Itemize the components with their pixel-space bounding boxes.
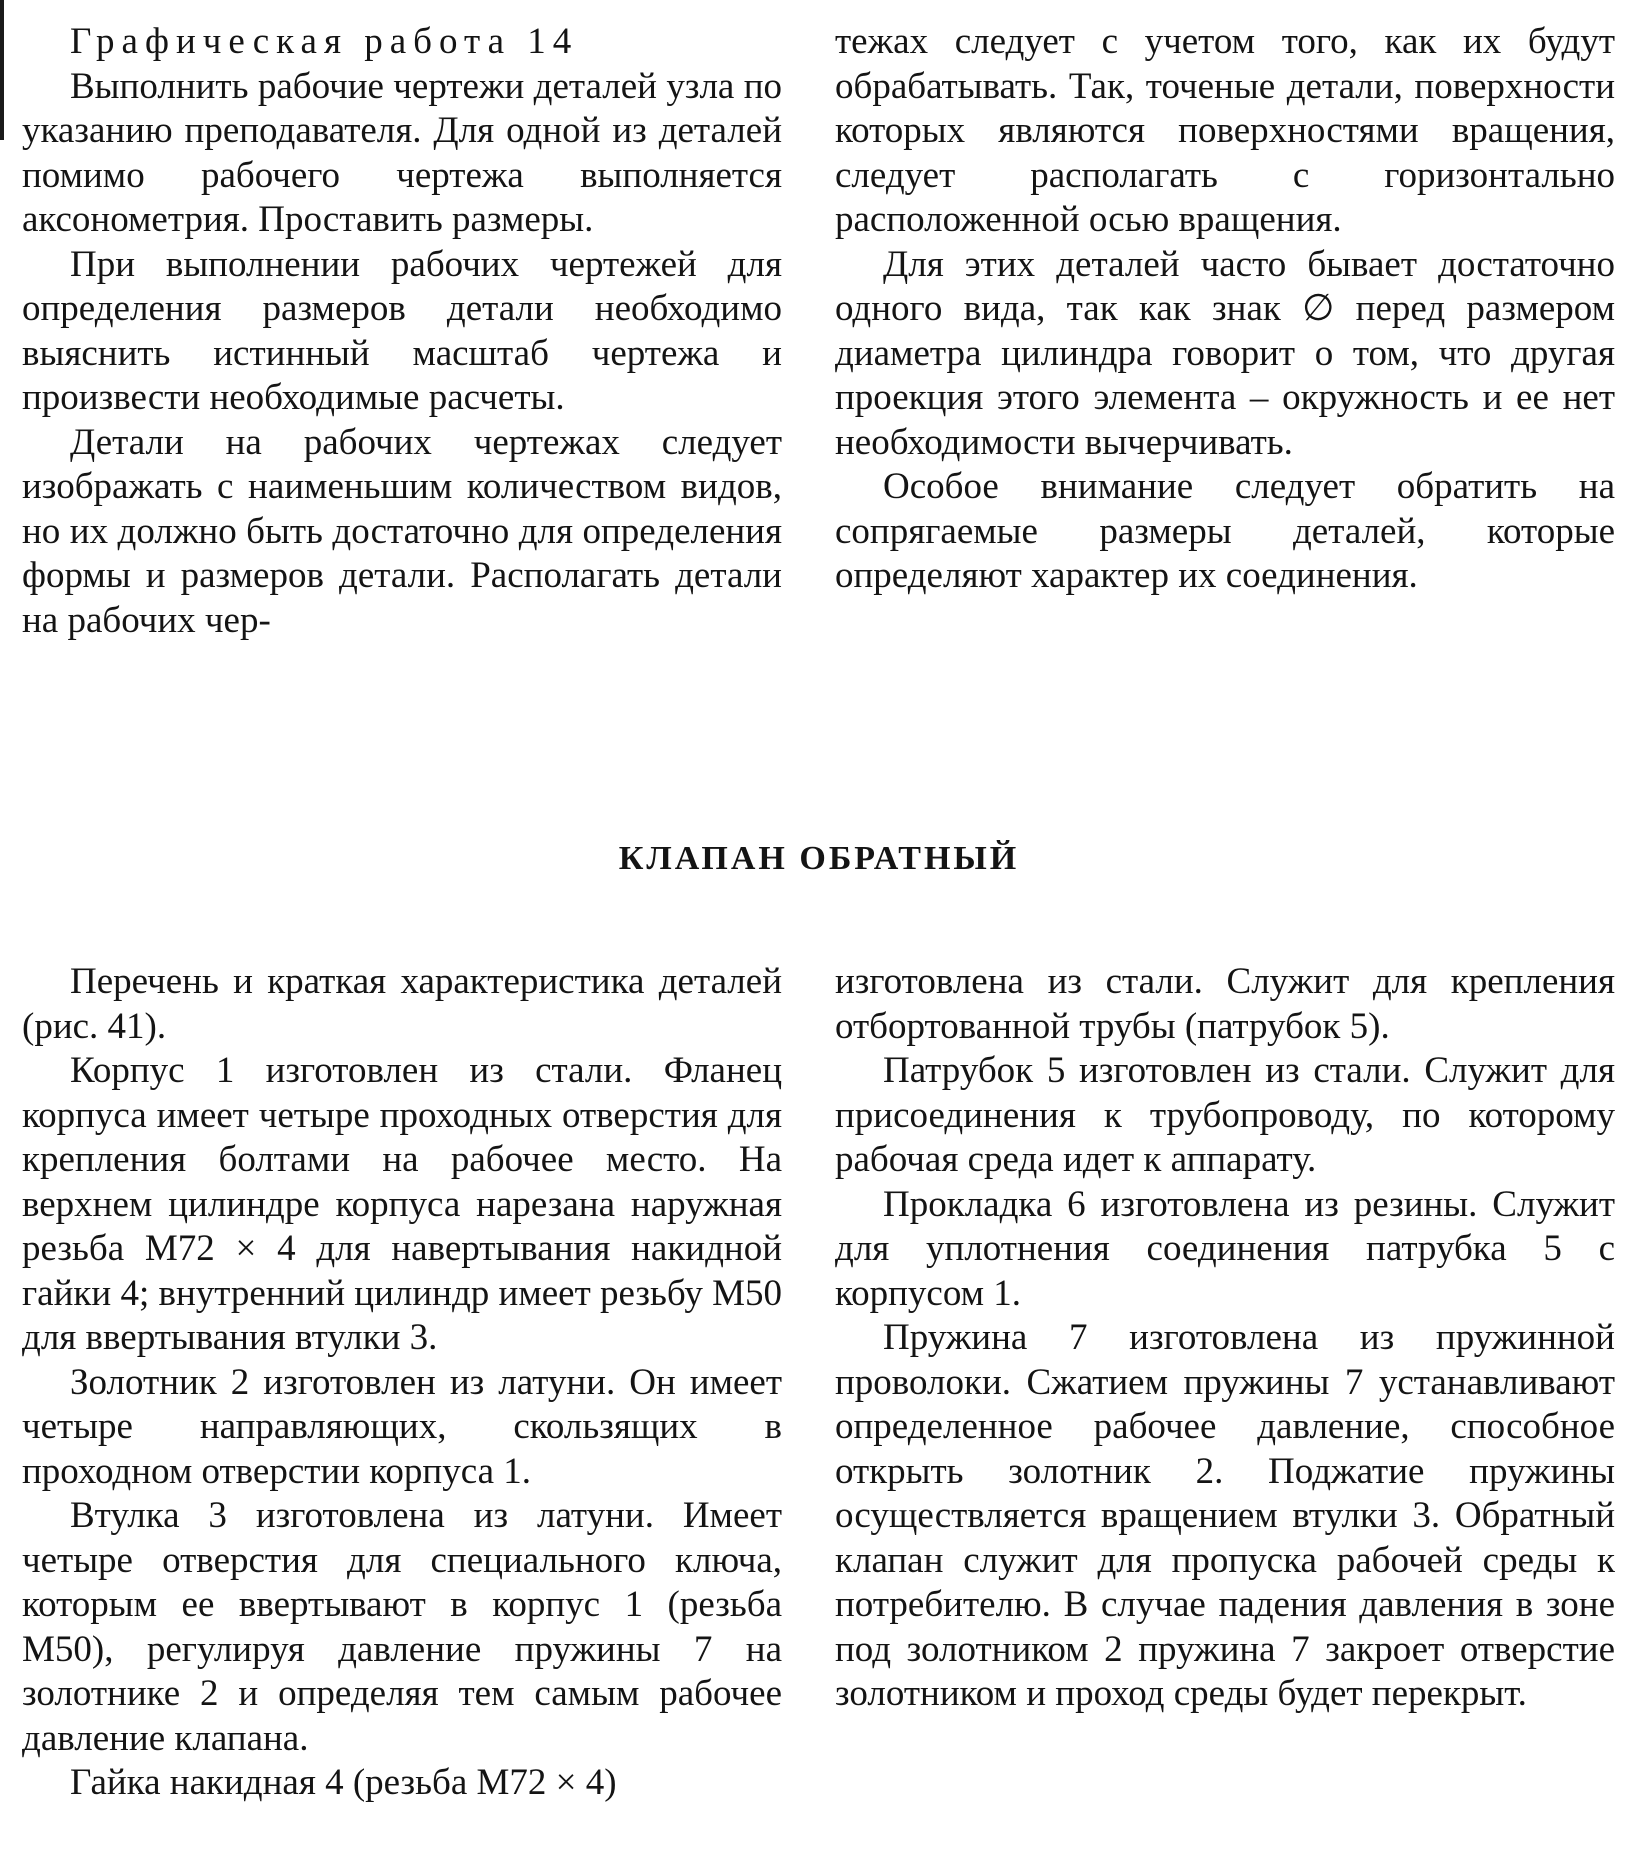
paragraph: Для этих деталей часто бывает достаточно одного вида, так как знак ∅ перед размером диаметра цилиндра говорит о том, что другая проекция этого элемента – окружность и ее нет необходимости вычерчивать. bbox=[835, 243, 1615, 463]
paragraph: Золотник 2 изготовлен из латуни. Он имеет четыре направляющих, скользящих в проходном отверстии корпуса 1. bbox=[22, 1361, 782, 1492]
assignment-title: Графическая работа 14 bbox=[70, 21, 579, 62]
paragraph-continued: тежах следует с учетом того, как их будут обрабатывать. Так, точеные детали, поверхности которых являются поверхностями вращения, следует располагать с горизонтально расположенной осью вращения. bbox=[835, 21, 1615, 240]
bottom-left-column bbox=[22, 960, 782, 1806]
margin-rule bbox=[0, 0, 4, 140]
top-right-column bbox=[835, 20, 1615, 599]
paragraph: Гайка накидная 4 (резьба М72 × 4) bbox=[70, 1762, 617, 1803]
paragraph: Особое внимание следует обратить на сопрягаемые размеры деталей, которые определяют характер их соединения. bbox=[835, 466, 1615, 596]
paragraph: При выполнении рабочих чертежей для определения размеров детали необходимо выяснить истинный масштаб чертежа и произвести необходимые расчеты. bbox=[22, 243, 782, 418]
section-heading: КЛАПАН ОБРАТНЫЙ bbox=[618, 840, 1020, 877]
paragraph: Детали на рабочих чертежах следует изображать с наименьшим количеством видов, но их должно быть достаточно для определения формы и размеров детали. Располагать детали на рабочих чер- bbox=[22, 421, 782, 641]
paragraph: Патрубок 5 изготовлен из стали. Служит для присоединения к трубопроводу, по которому рабочая среда идет к аппарату. bbox=[835, 1050, 1615, 1180]
top-left-column bbox=[22, 20, 782, 643]
paragraph: Корпус 1 изготовлен из стали. Фланец корпуса имеет четыре проходных отверстия для крепления болтами на рабочее место. На верхнем цилиндре корпуса нарезана наружная резьба М72 × 4 для навертывания накидной гайки 4; внутренний цилиндр имеет резьбу М50 для ввертывания втулки 3. bbox=[22, 1050, 782, 1358]
paragraph: Выполнить рабочие чертежи деталей узла по указанию преподавателя. Для одной из деталей помимо рабочего чертежа выполняется аксонометрия. Проставить размеры. bbox=[22, 65, 782, 240]
paragraph: Перечень и краткая характеристика деталей (рис. 41). bbox=[22, 961, 782, 1047]
bottom-right-column bbox=[835, 960, 1615, 1717]
paragraph-continued: изготовлена из стали. Служит для крепления отбортованной трубы (патрубок 5). bbox=[835, 961, 1615, 1047]
paragraph: Прокладка 6 изготовлена из резины. Служит для уплотнения соединения патрубка 5 с корпусом 1. bbox=[835, 1183, 1615, 1314]
paragraph: Пружина 7 изготовлена из пружинной проволоки. Сжатием пружины 7 устанавливают определенное рабочее давление, способное открыть золотник 2. Поджатие пружины осуществляется вращением втулки 3. Обратный клапан служит для пропуска рабочей среды к потребителю. В случае падения давления в зоне под золотником 2 пружина 7 закроет отверстие золотником и проход среды будет перекрыт. bbox=[835, 1317, 1615, 1714]
paragraph: Втулка 3 изготовлена из латуни. Имеет четыре отверстия для специального ключа, которым ее ввертывают в корпус 1 (резьба М50), регулируя давление пружины 7 на золотнике 2 и определяя тем самым рабочее давление клапана. bbox=[22, 1495, 782, 1759]
